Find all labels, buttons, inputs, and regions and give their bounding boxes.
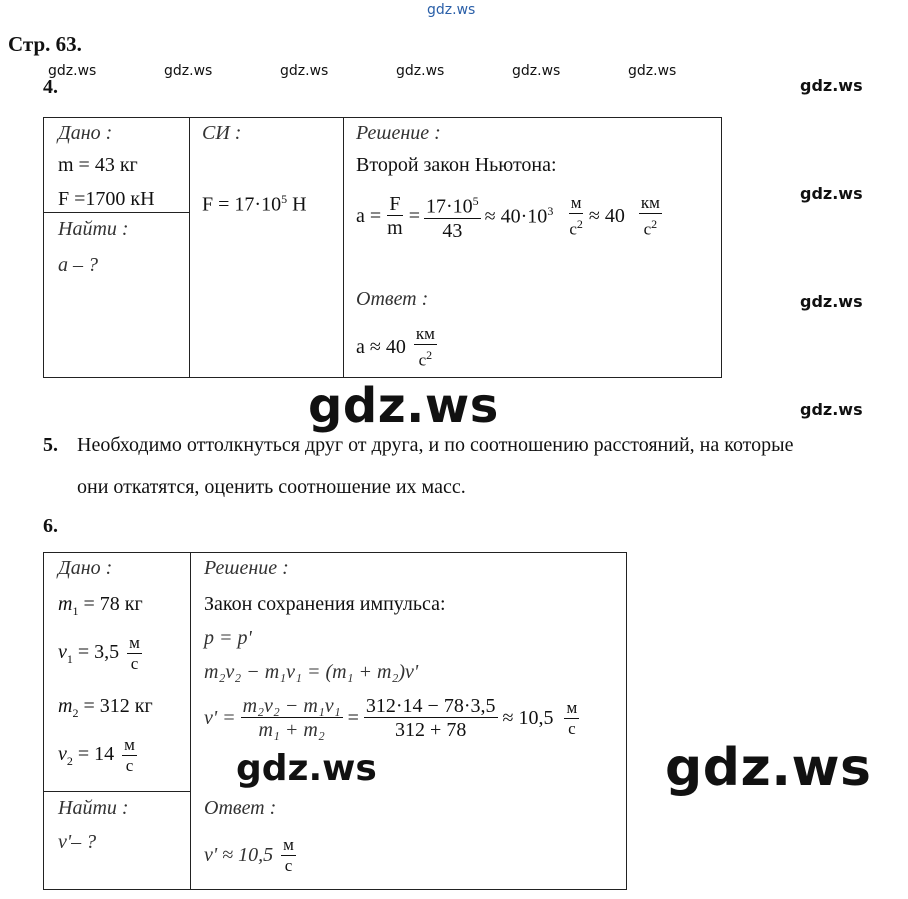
find-label: Найти : (58, 797, 129, 819)
problem5-number: 5. (43, 434, 58, 456)
answer-label: Ответ : (204, 797, 277, 819)
solution-label: Решение : (204, 557, 289, 579)
answer-value: a ≈ 40 $\frac{км}{с^2}$ (356, 324, 435, 370)
watermark-top: gdz.ws (427, 2, 476, 18)
problem5-line2: они откатятся, оценить соотношение их масс. (77, 476, 466, 498)
watermark-medium: gdz.ws (236, 748, 377, 789)
solution-label: Решение : (356, 122, 441, 144)
given-m2: $m_2 = 312$ кг (58, 695, 153, 720)
equation-acceleration: a = $\frac{F}{m}$ = $\frac{17\cdot 10^5}{43}$ ≈ $40\cdot 10^3$ $\frac{м}{с^2}$ ≈ 40 $\frac{км}{с^2}$ (356, 190, 662, 243)
given-force: F =1700 кН (58, 188, 155, 210)
law-name: Второй закон Ньютона: (356, 154, 557, 176)
given-mass: m = 43 кг (58, 154, 138, 176)
given-label: Дано : (58, 557, 113, 579)
law-name: Закон сохранения импульса: (204, 593, 446, 615)
find-value: a – ? (58, 254, 98, 276)
problem6-number: 6. (43, 515, 58, 537)
problem4-table (43, 117, 722, 378)
si-value: $F = 17\cdot 10^5$ Н (202, 192, 307, 216)
problem4-number: 4. (43, 76, 58, 98)
watermark-right: gdz.ws (800, 76, 863, 95)
watermark-small: gdz.ws (164, 63, 213, 79)
problem6-table (43, 552, 627, 890)
watermark-small: gdz.ws (280, 63, 329, 79)
equation-momentum: p = p' (204, 627, 252, 649)
watermark-small: gdz.ws (628, 63, 677, 79)
watermark-small: gdz.ws (48, 63, 97, 79)
answer-label: Ответ : (356, 288, 429, 310)
equation-velocity: v' = $\frac{\text{m₂v₂ − m₁v₁}}{\text{m₁ + m₂}}$ = $\frac{312\cdot 14 - 78\cdot 3,5}{312 + 78}$ ≈ 10,5 $\frac{м}{с}$ (204, 695, 578, 741)
watermark-right: gdz.ws (800, 292, 863, 311)
equation-momentum-expanded: m₂v₂ − m₁v₁ = (m₁ + m₂)v' (204, 661, 419, 683)
given-v2: $v_2 = 14$ $\frac{м}{с}$ (58, 735, 135, 775)
watermark-large: gdz.ws (308, 378, 499, 434)
watermark-right: gdz.ws (800, 184, 863, 203)
problem5-line1: Необходимо оттолкнуться друг от друга, и по соотношению расстояний, на которые (77, 434, 794, 456)
find-label: Найти : (58, 218, 129, 240)
given-m1: $m_1 = 78$ кг (58, 593, 143, 618)
find-value: v'– ? (58, 831, 97, 853)
watermark-right: gdz.ws (800, 400, 863, 419)
page-heading: Стр. 63. (8, 32, 82, 56)
si-label: СИ : (202, 122, 242, 144)
watermark-small: gdz.ws (396, 63, 445, 79)
watermark-small: gdz.ws (512, 63, 561, 79)
given-v1: $v_1 = 3,5$ $\frac{м}{с}$ (58, 633, 140, 673)
given-label: Дано : (58, 122, 113, 144)
watermark-large-right: gdz.ws (665, 738, 872, 798)
answer-value: v' ≈ 10,5 $\frac{м}{с}$ (204, 835, 294, 875)
